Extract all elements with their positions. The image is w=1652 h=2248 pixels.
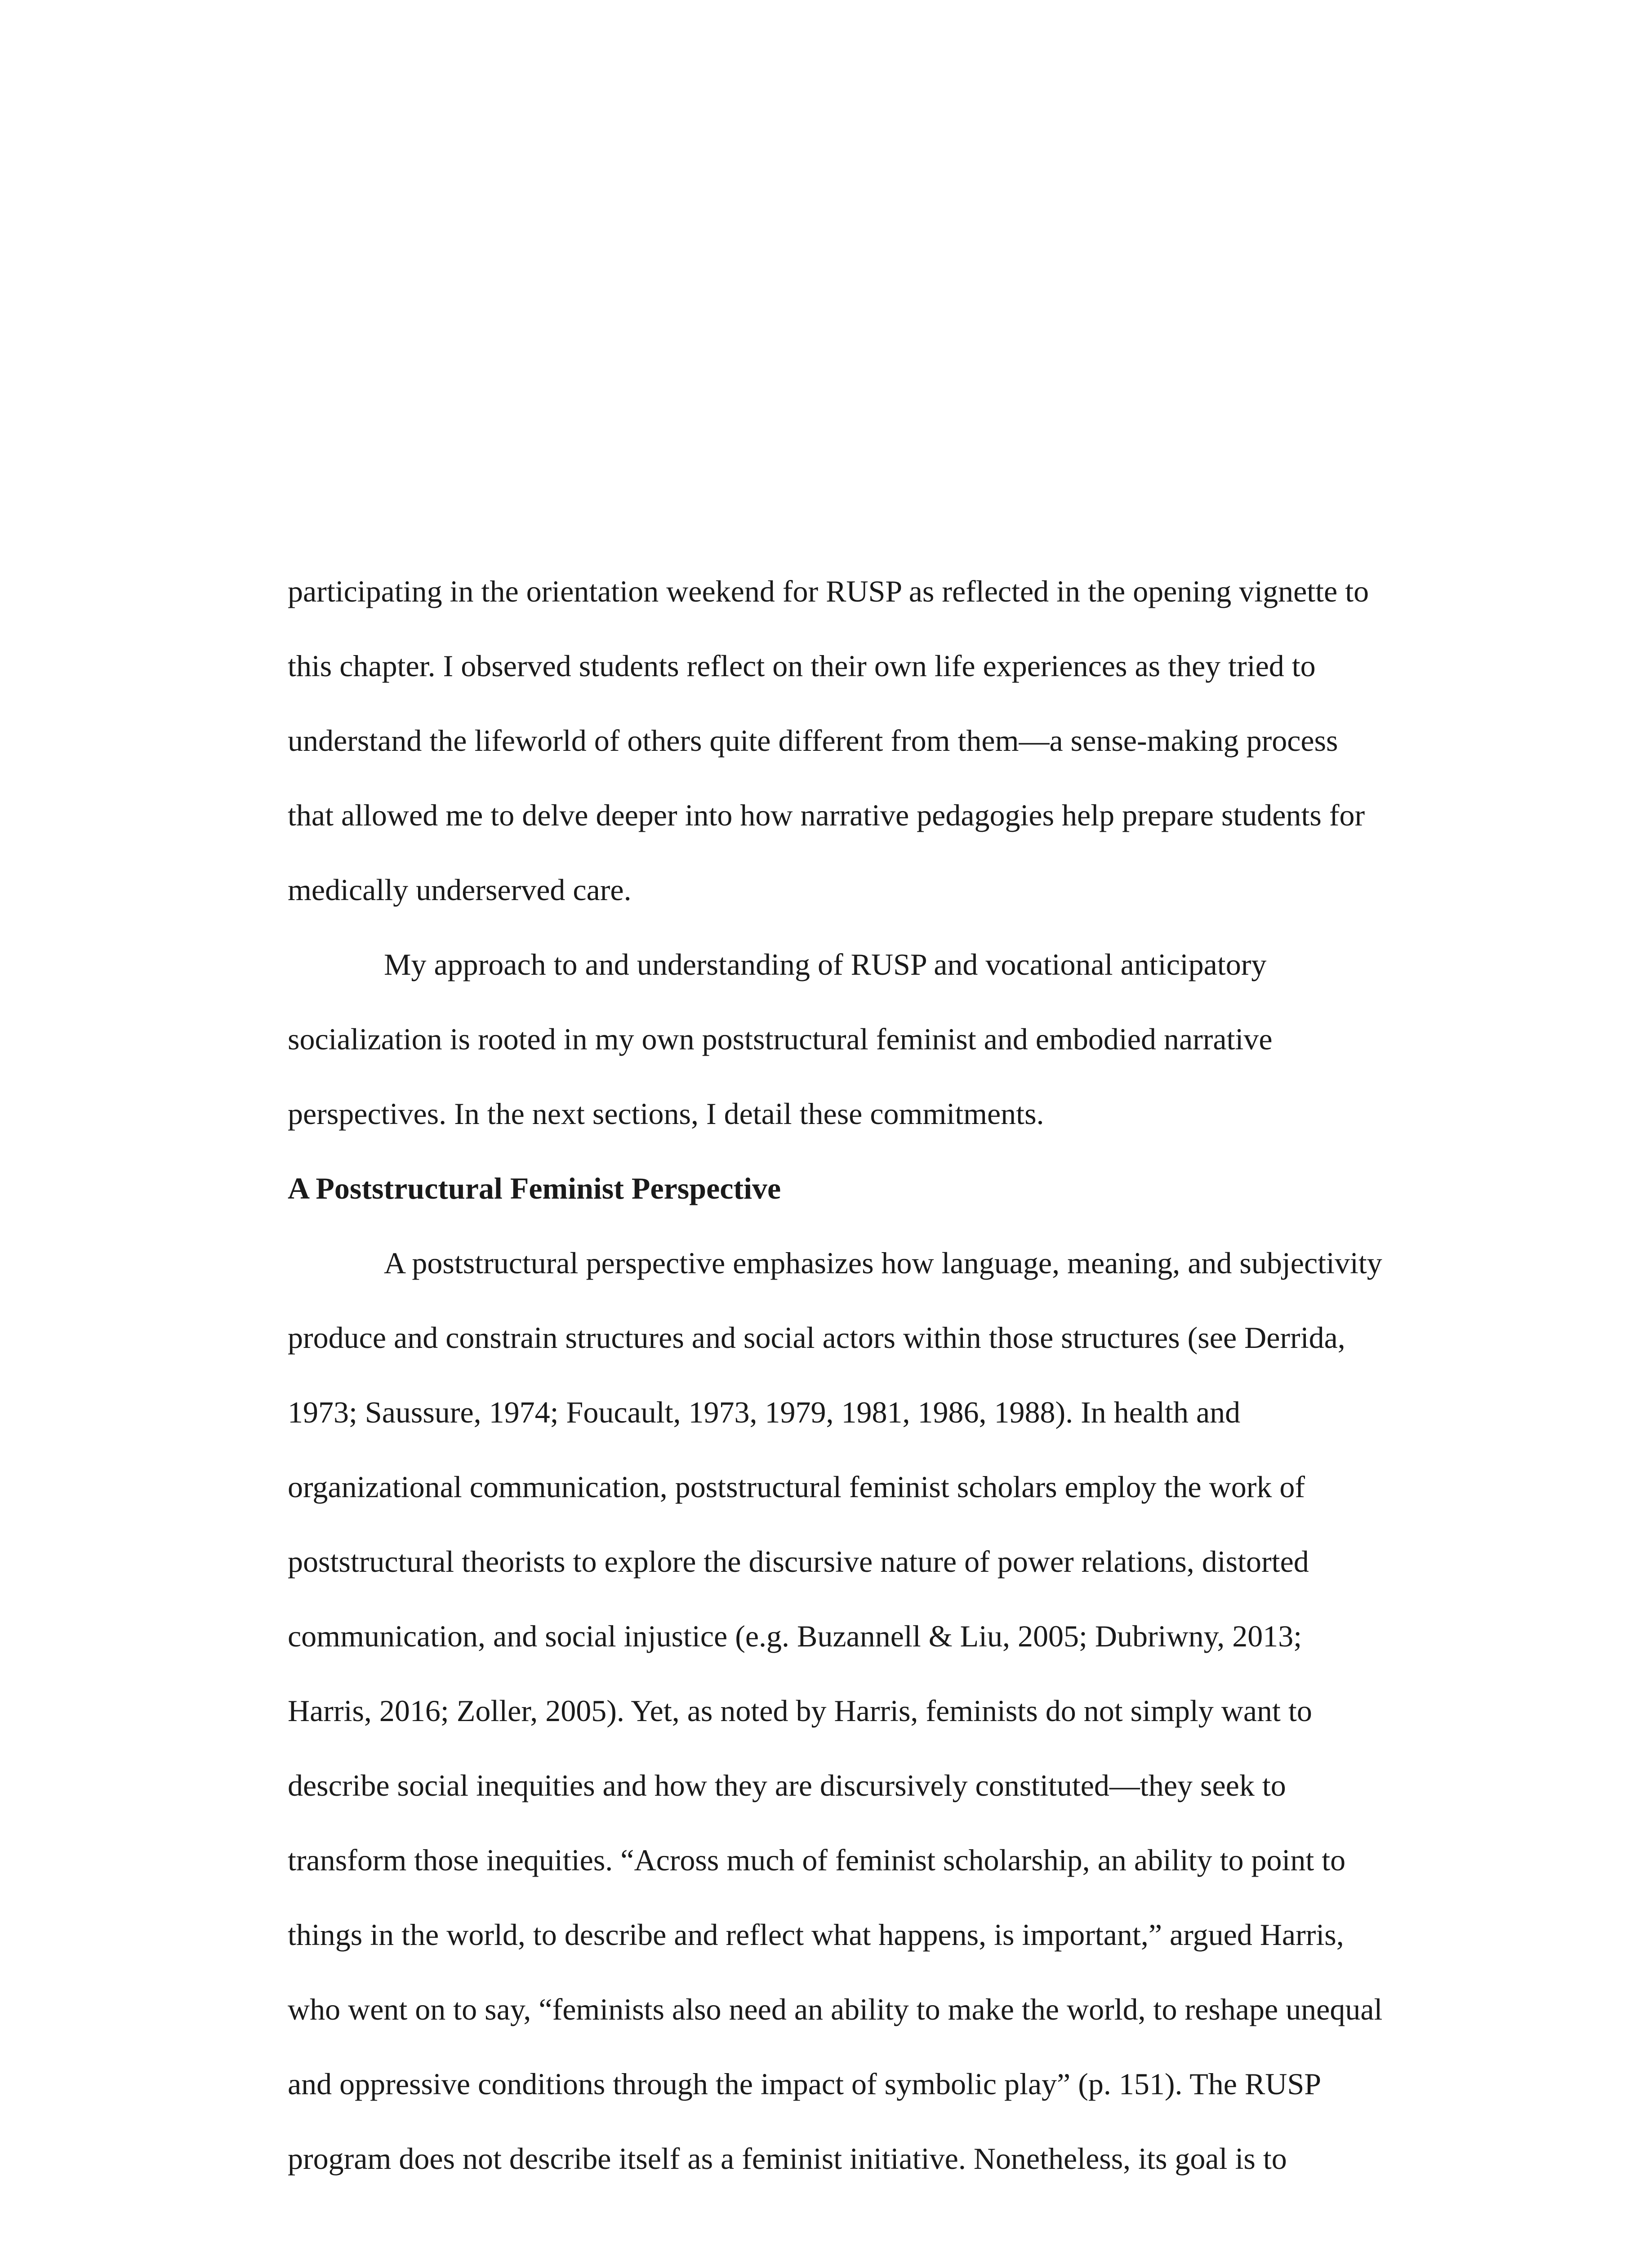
text-line: poststructural theorists to explore the discursive nature of power relations, distorted <box>288 1544 1309 1579</box>
text-line: Harris, 2016; Zoller, 2005). Yet, as noted by Harris, feminists do not simply want to <box>288 1694 1312 1728</box>
text-line: produce and constrain structures and social actors within those structures (see Derrida, <box>288 1320 1345 1355</box>
text-line: perspectives. In the next sections, I detail these commitments. <box>288 1097 1044 1131</box>
text-line: 1973; Saussure, 1974; Foucault, 1973, 1979, 1981, 1986, 1988). In health and <box>288 1395 1241 1429</box>
text-line: medically underserved care. <box>288 873 632 907</box>
section-heading: A Poststructural Feminist Perspective <box>288 1171 781 1205</box>
text-line: that allowed me to delve deeper into how narrative pedagogies help prepare students for <box>288 798 1365 832</box>
text-line: My approach to and understanding of RUSP and vocational anticipatory <box>384 947 1267 981</box>
text-line: understand the lifeworld of others quite different from them—a sense-making process <box>288 723 1338 758</box>
text-line: and oppressive conditions through the impact of symbolic play” (p. 151). The RUSP <box>288 2067 1322 2101</box>
body-text <box>288 554 1452 2196</box>
text-line: things in the world, to describe and reflect what happens, is important,” argued Harris, <box>288 1918 1344 1952</box>
text-line: program does not describe itself as a feminist initiative. Nonetheless, its goal is to <box>288 2141 1287 2176</box>
text-line: transform those inequities. “Across much of feminist scholarship, an ability to point to <box>288 1843 1346 1877</box>
text-line: socialization is rooted in my own poststructural feminist and embodied narrative <box>288 1022 1273 1056</box>
text-line: organizational communication, poststructural feminist scholars employ the work of <box>288 1470 1305 1504</box>
text-line: this chapter. I observed students reflect on their own life experiences as they tried to <box>288 649 1316 683</box>
text-line: A poststructural perspective emphasizes how language, meaning, and subjectivity <box>384 1246 1382 1280</box>
text-line: describe social inequities and how they are discursively constituted—they seek to <box>288 1768 1286 1802</box>
text-line: who went on to say, “feminists also need an ability to make the world, to reshape unequal <box>288 1992 1383 2026</box>
text-line: participating in the orientation weekend for RUSP as reflected in the opening vignette to <box>288 574 1369 608</box>
text-line: communication, and social injustice (e.g. Buzannell & Liu, 2005; Dubriwny, 2013; <box>288 1619 1302 1653</box>
